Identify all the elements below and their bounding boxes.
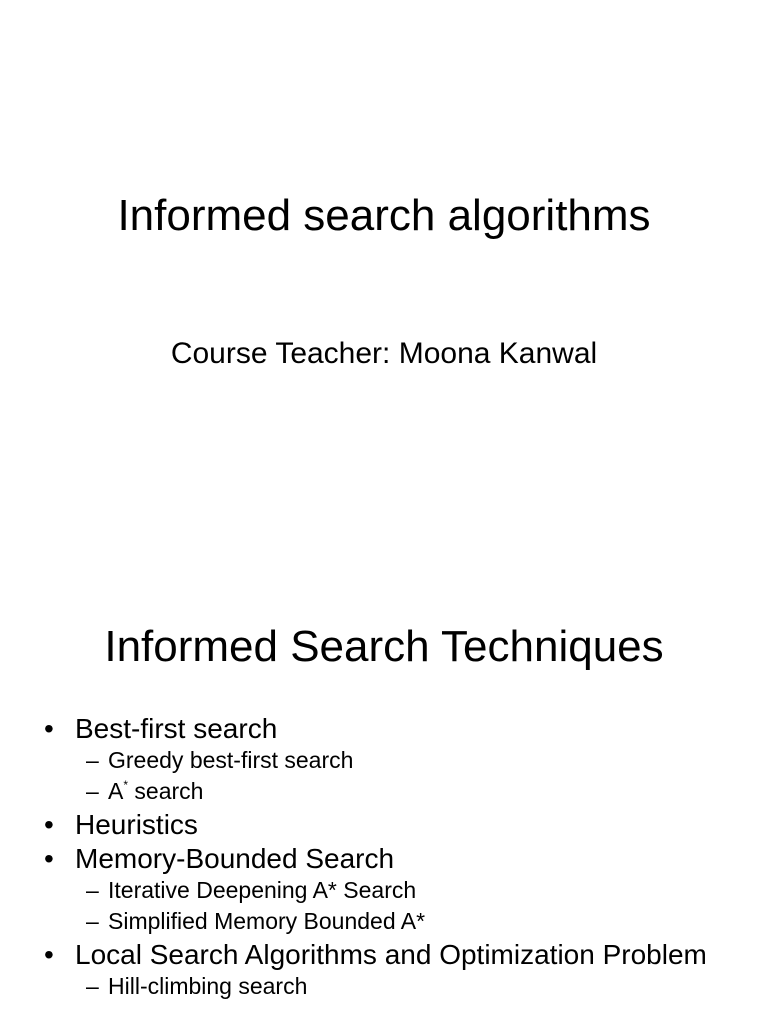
sub-bullet-text-pre: A [108,778,124,804]
sub-bullet-marker: – [86,877,99,903]
bullet-item [44,714,744,744]
sub-bullet-text: Simplified Memory Bounded A* [108,908,426,934]
bullet-list [44,710,744,1001]
sub-bullet-marker: – [86,747,99,773]
bullet-text: Heuristics [75,809,198,840]
bullet-marker: • [44,939,54,970]
sub-bullet-item [44,745,744,775]
superscript-star: * [123,778,129,792]
sub-bullet-item [44,906,744,936]
sub-bullet-item [44,776,744,806]
bullet-text: Best-first search [75,713,278,744]
content-slide [0,576,768,1024]
bullet-marker: • [44,809,54,840]
sub-bullet-item [44,971,744,1001]
sub-bullet-marker: – [86,778,99,804]
sub-bullet-text: Iterative Deepening A* Search [108,877,417,903]
slide-title: Informed search algorithms [117,191,651,240]
bullet-text: Memory-Bounded Search [75,843,395,874]
bullet-item [44,844,744,874]
sub-bullet-text: Greedy best-first search [108,747,354,773]
bullet-marker: • [44,843,54,874]
bullet-text: Local Search Algorithms and Optimization Problem [75,939,707,970]
sub-bullet-marker: – [86,973,99,999]
sub-bullet-marker: – [86,908,99,934]
bullet-marker: • [44,713,54,744]
sub-bullet-text: Hill-climbing search [108,973,308,999]
sub-bullet-item [44,875,744,905]
sub-bullet-text-post: search [128,778,204,804]
bullet-item [44,940,744,970]
bullet-item [44,810,744,840]
slide-title: Informed Search Techniques [104,622,664,671]
slide-subtitle: Course Teacher: Moona Kanwal [170,337,598,370]
